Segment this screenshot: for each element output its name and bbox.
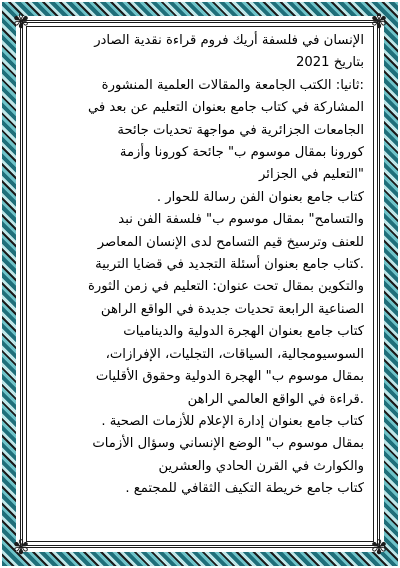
text-line: "التعليم في الجزائر <box>259 167 364 183</box>
text-line: السوسيومجالية، السياقات، التجليات، الإفرازات، <box>105 346 364 362</box>
text-line: كتاب جامع بعنوان الهجرة الدولية والديناميات <box>123 324 364 340</box>
text-line: :ثانيا: الكتب الجامعة والمقالات العلمية المنشورة <box>101 77 364 93</box>
text-line: .كتاب جامع بعنوان أسئلة التجديد في قضايا التربية <box>95 257 364 273</box>
text-line: الجامعات الجزائرية في مواجهة تحديات جائحة <box>117 122 364 138</box>
corner-ornament-icon: ✾ <box>12 535 30 559</box>
text-line: الإنسان في فلسفة أريك فروم قراءة نقدية الصادر <box>94 33 364 48</box>
text-line: كتاب جامع خريطة التكيف الثقافي للمجتمع . <box>125 481 364 497</box>
text-line: كورونا بمقال موسوم ب" جائحة كورونا وأزمة <box>119 145 364 161</box>
text-line: بتاريخ 2021 <box>296 55 364 71</box>
document-body <box>36 30 364 540</box>
text-line: والتسامح" بمقال موسوم ب" فلسفة الفن نبد <box>118 212 364 228</box>
text-line: بمقال موسوم ب" الوضع الإنساني وسؤال الأزمات <box>92 436 364 452</box>
text-line: بمقال موسوم ب" الهجرة الدولية وحقوق الأقليات <box>95 369 364 385</box>
text-line: المشاركة في كتاب جامع بعنوان التعليم عن بعد في <box>87 100 364 116</box>
corner-ornament-icon: ✾ <box>370 9 388 33</box>
corner-ornament-icon: ✾ <box>370 535 388 559</box>
text-line: .قراءة في الواقع العالمي الراهن <box>187 391 364 407</box>
text-line: الصناعية الرابعة تحديات جديدة في الواقع الراهن <box>100 301 364 317</box>
text-line: كتاب جامع بعنوان إدارة الإعلام للأزمات الصحية . <box>101 413 364 429</box>
text-line: للعنف وترسيخ قيم التسامح لدى الإنسان المعاصر <box>97 234 364 250</box>
corner-ornament-icon: ✾ <box>12 9 30 33</box>
text-line: كتاب جامع بعنوان الفن رسالة للحوار . <box>156 189 364 205</box>
text-line: والتكوين بمقال تحت عنوان: التعليم في زمن الثورة <box>88 279 364 295</box>
text-line: والكوارث في القرن الحادي والعشرين <box>158 458 364 474</box>
